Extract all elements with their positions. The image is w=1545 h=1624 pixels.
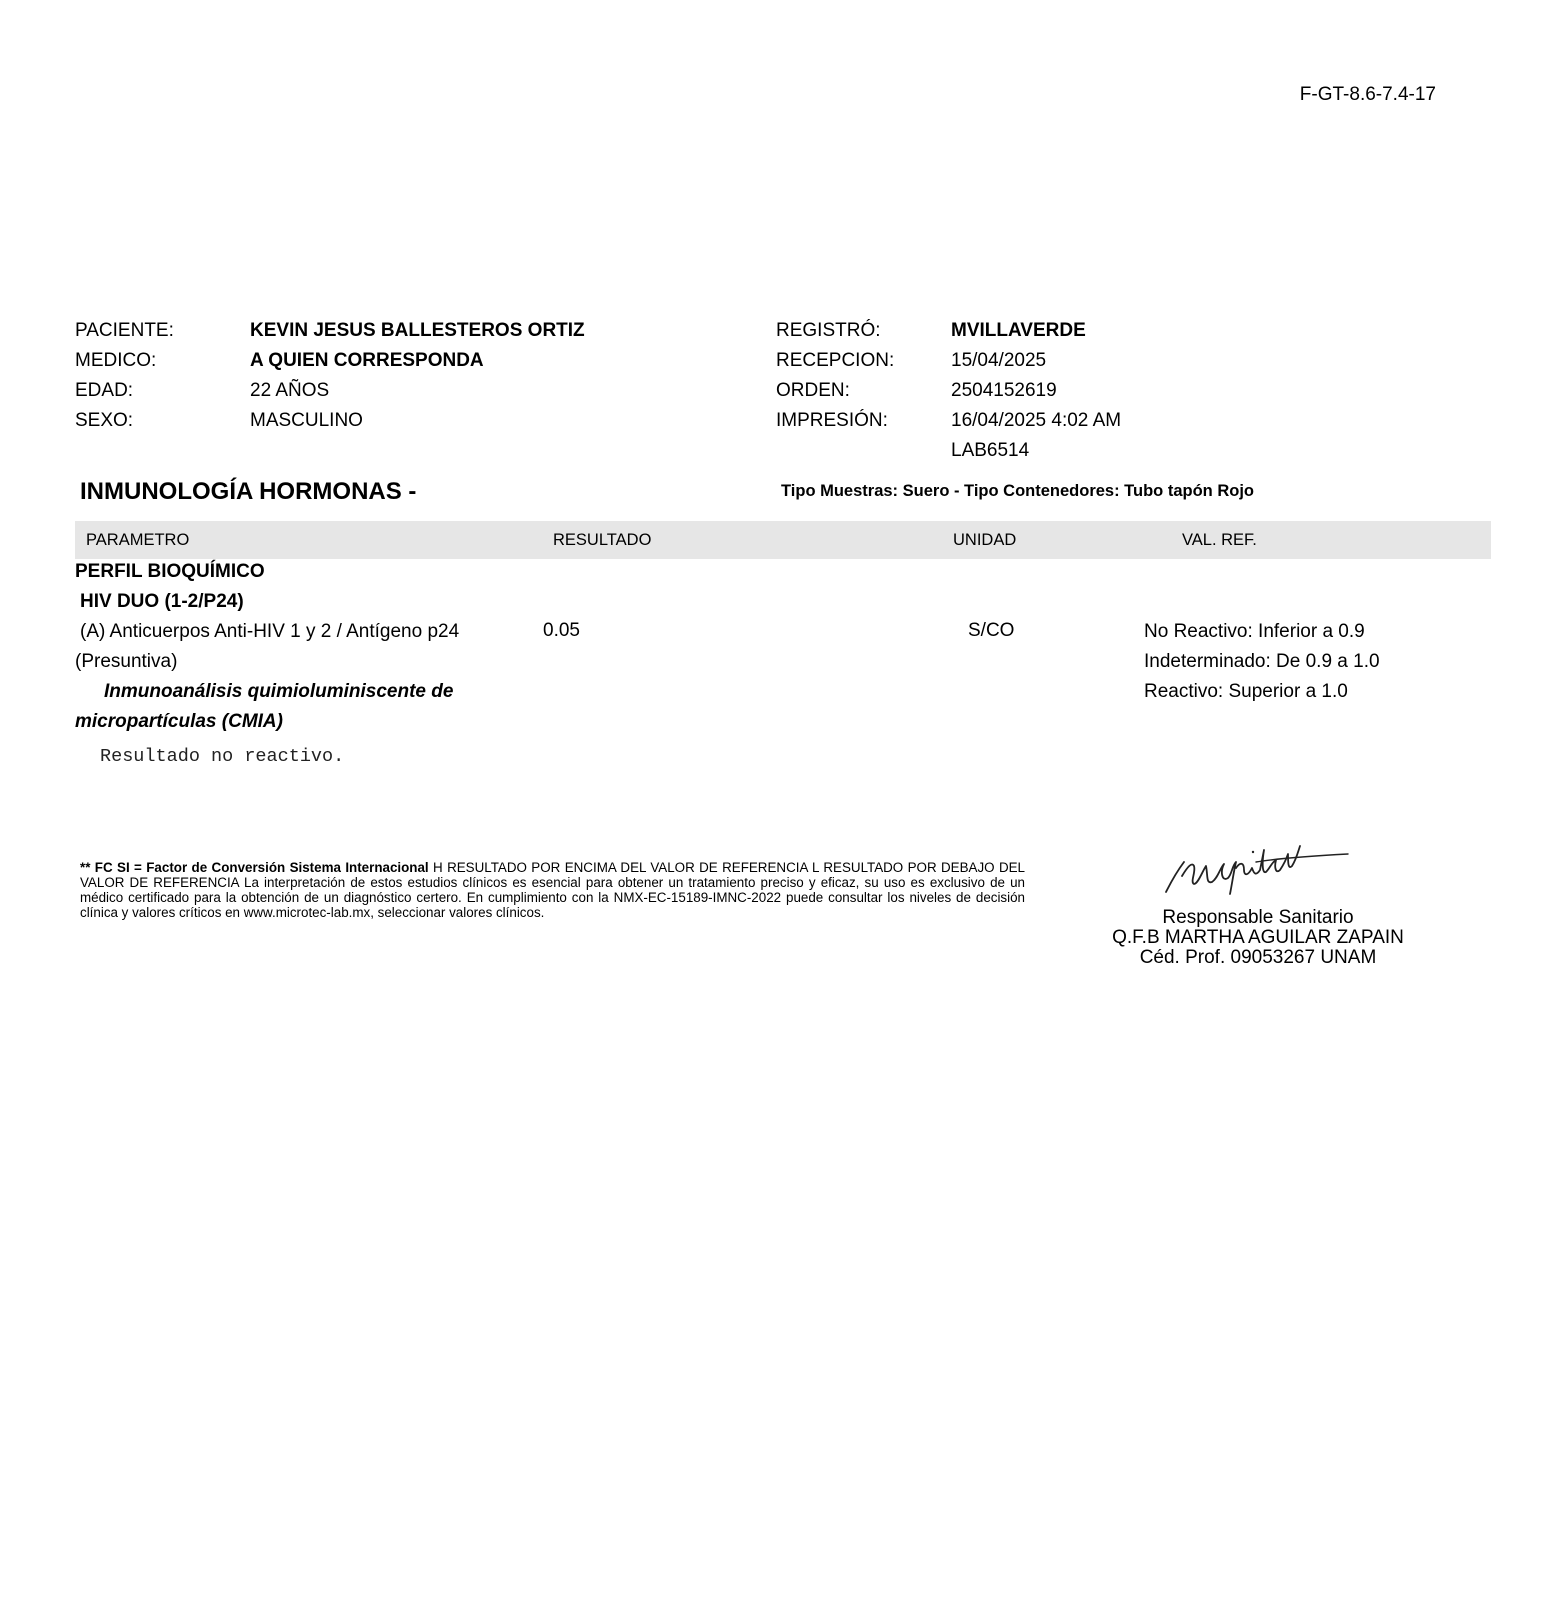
doctor-label: MEDICO: [75, 350, 157, 371]
order-label: ORDEN: [776, 380, 850, 401]
sex-label: SEXO: [75, 410, 134, 431]
table-header [75, 521, 1491, 559]
print-label: IMPRESIÓN: [776, 410, 888, 431]
method-line-2: micropartículas (CMIA) [75, 711, 283, 732]
reception-value: 15/04/2025 [951, 350, 1047, 371]
registered-label: REGISTRÓ: [776, 320, 881, 341]
patient-name: KEVIN JESUS BALLESTEROS ORTIZ [250, 320, 585, 341]
order-value: 2504152619 [951, 380, 1057, 401]
unit-value: S/CO [968, 620, 1015, 641]
print-value: 16/04/2025 4:02 AM [951, 410, 1122, 431]
header-val-ref: VAL. REF. [1182, 531, 1257, 549]
lab-code: LAB6514 [951, 440, 1030, 461]
reception-label: RECEPCION: [776, 350, 895, 371]
patient-label: PACIENTE: [75, 320, 174, 341]
section-title: INMUNOLOGÍA HORMONAS - [80, 478, 417, 505]
signature-image [1160, 832, 1350, 902]
disclaimer [80, 860, 1025, 920]
age-label: EDAD: [75, 380, 134, 401]
form-code: F-GT-8.6-7.4-17 [1299, 84, 1436, 105]
reference-line-2: Indeterminado: De 0.9 a 1.0 [1144, 651, 1380, 672]
sample-info: Tipo Muestras: Suero - Tipo Contenedores: Tubo tapón Rojo [781, 482, 1254, 500]
test-name: HIV DUO (1-2/P24) [80, 591, 244, 612]
header-unidad: UNIDAD [953, 531, 1017, 549]
header-resultado: RESULTADO [553, 531, 652, 549]
signature-name: Q.F.B MARTHA AGUILAR ZAPAIN [1112, 927, 1404, 948]
header-parametro: PARAMETRO [86, 531, 190, 549]
sex-value: MASCULINO [250, 410, 363, 431]
age-value: 22 AÑOS [250, 380, 330, 401]
reference-line-1: No Reactivo: Inferior a 0.9 [1144, 621, 1365, 642]
result-comment: Resultado no reactivo. [100, 746, 345, 767]
parameter-name: (A) Anticuerpos Anti-HIV 1 y 2 / Antígeno p24 [80, 621, 460, 642]
disclaimer-text: H RESULTADO POR ENCIMA DEL VALOR DE REFERENCIA L RESULTADO POR DEBAJO DEL VALOR DE REFERENCIA La interpretación de estos estudios clínicos es esencial para obtener un tratamiento preciso y eficaz, su uso es exclusivo de un médico certificado para la obtención de un diagnóstico certero. En cumplimiento con la NMX-EC-15189-IMNC-2022 puede consultar los niveles de decisión clínica y valores críticos en www.microtec-lab.mx, seleccionar valores clínicos. [80, 860, 1025, 920]
disclaimer-bold: ** FC SI = Factor de Conversión Sistema Internacional [80, 860, 429, 875]
reference-line-3: Reactivo: Superior a 1.0 [1144, 681, 1348, 702]
signature-role: Responsable Sanitario [1162, 907, 1354, 928]
doctor-name: A QUIEN CORRESPONDA [250, 350, 484, 371]
method-line-1: Inmunoanálisis quimioluminiscente de [104, 681, 454, 702]
parameter-note: (Presuntiva) [75, 651, 178, 672]
signature-license: Céd. Prof. 09053267 UNAM [1139, 947, 1377, 968]
registered-value: MVILLAVERDE [951, 320, 1086, 341]
result-value: 0.05 [543, 620, 580, 641]
profile-name: PERFIL BIOQUÍMICO [75, 561, 265, 582]
